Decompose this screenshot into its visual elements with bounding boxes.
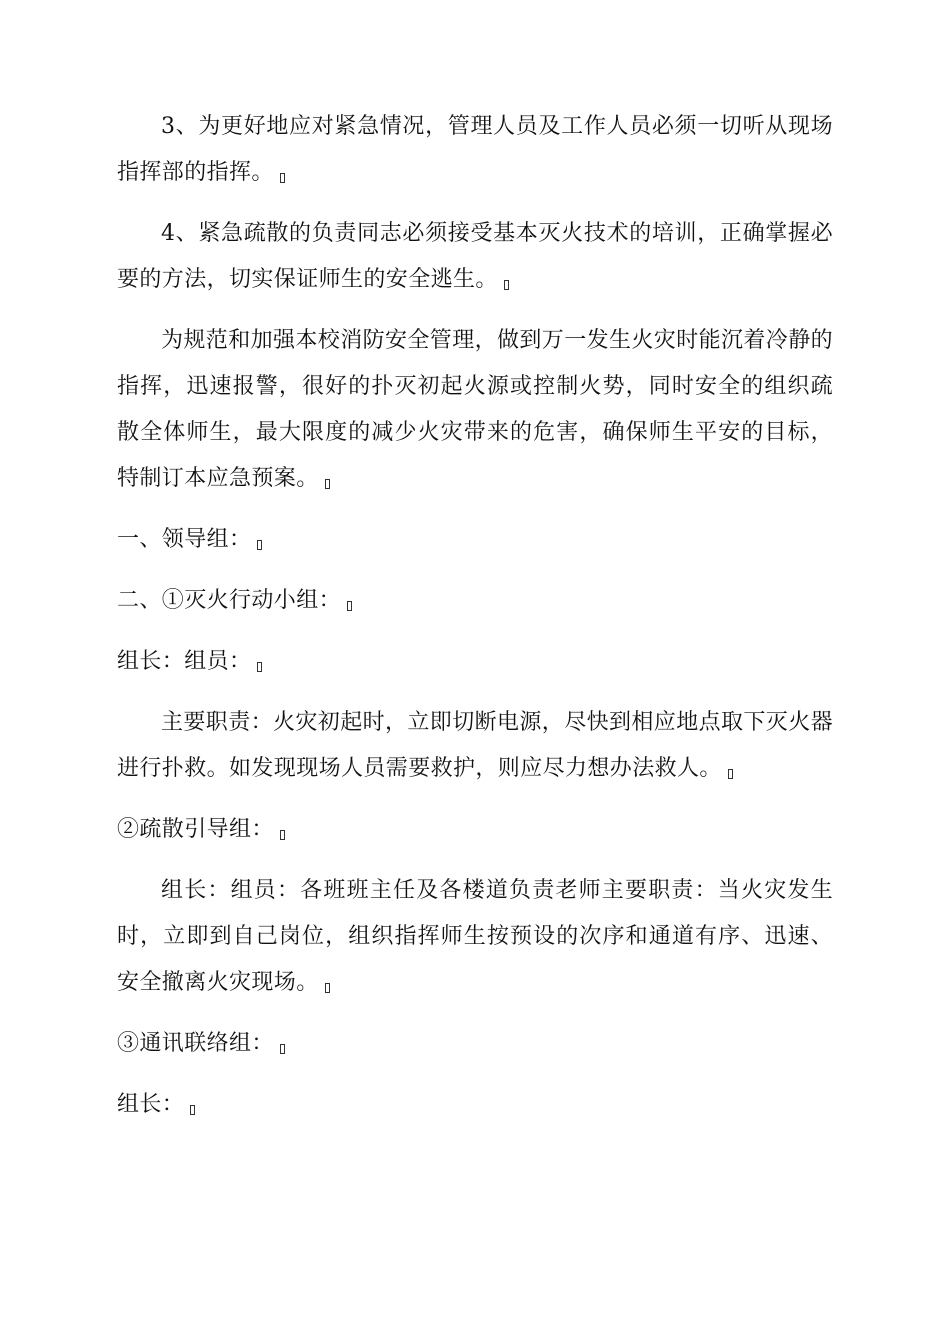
paragraph-text: 组长：组员：各班班主任及各楼道负责老师主要职责：当火灾发生时，立即到自己岗位，组织指挥师生按预设的次序和通道有序、迅速、安全撤离火灾现场。 [117, 878, 833, 995]
paragraph-mark-icon [504, 280, 509, 290]
heading-firefighting-group [117, 578, 833, 624]
group-members-line [117, 639, 833, 685]
paragraph-mark-icon [190, 1105, 195, 1115]
heading-communication-group [117, 1021, 833, 1067]
paragraph-purpose [117, 318, 833, 502]
paragraph-mark-icon [280, 830, 285, 840]
paragraph-mark-icon [325, 479, 330, 489]
paragraph-text: 组长：组员： [117, 649, 252, 674]
paragraph-text: 4、紧急疏散的负责同志必须接受基本灭火技术的培训，正确掌握必要的方法，切实保证师生的安全逃生。 [117, 221, 833, 292]
heading-text: ②疏散引导组： [117, 817, 274, 842]
heading-text: 一、领导组： [117, 527, 252, 552]
paragraph-mark-icon [728, 769, 733, 779]
paragraph-text: 3、为更好地应对紧急情况，管理人员及工作人员必须一切听从现场指挥部的指挥。 [117, 114, 833, 185]
paragraph-mark-icon [280, 1044, 285, 1054]
paragraph-text: 组长： [117, 1092, 185, 1117]
paragraph-item-3 [117, 104, 833, 196]
heading-evacuation-group [117, 807, 833, 853]
heading-text: ③通讯联络组： [117, 1031, 274, 1056]
paragraph-mark-icon [280, 173, 285, 183]
paragraph-mark-icon [257, 662, 262, 672]
paragraph-text: 主要职责：火灾初起时，立即切断电源，尽快到相应地点取下灭火器进行扑救。如发现现场人员需要救护，则应尽力想办法救人。 [117, 710, 834, 781]
paragraph-item-4 [117, 211, 833, 303]
paragraph-text: 为规范和加强本校消防安全管理，做到万一发生火灾时能沉着冷静的指挥，迅速报警，很好的扑灭初起火源或控制火势，同时安全的组织疏散全体师生，最大限度的减少火灾带来的危害，确保师生平安的目标，特制订本应急预案。 [117, 328, 834, 491]
evacuation-duties [117, 868, 833, 1006]
group-leader-line [117, 1082, 833, 1128]
paragraph-mark-icon [325, 983, 330, 993]
paragraph-mark-icon [347, 601, 352, 611]
firefighting-duties [117, 700, 833, 792]
heading-text: 二、①灭火行动小组： [117, 588, 342, 613]
paragraph-mark-icon [257, 540, 262, 550]
heading-leadership-group [117, 517, 833, 563]
document-body [117, 104, 833, 1143]
